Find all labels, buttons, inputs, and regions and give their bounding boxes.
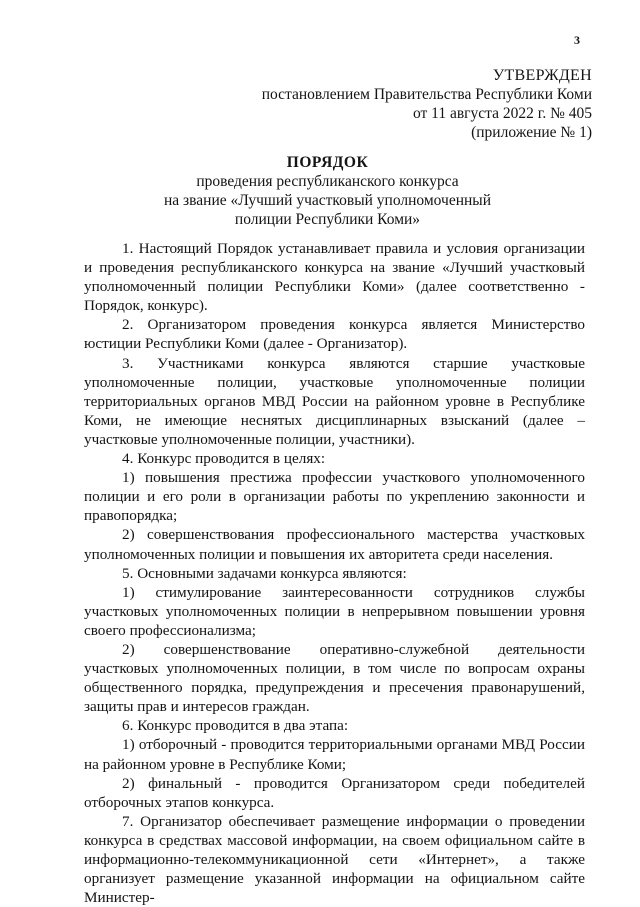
paragraph: 1. Настоящий Порядок устанавливает правила и условия организации и проведения республиканского конкурса на звание «Лучший участковый уполномоченный полиции Республики Коми» (далее соответственно - Порядок, конкурс).	[84, 240, 585, 315]
document-body	[84, 239, 585, 907]
paragraph: 1) повышения престижа профессии участкового уполномоченного полиции и его роли в организации работы по укреплению законности и правопорядка;	[84, 469, 585, 525]
paragraph: 1) отборочный - проводится территориальными органами МВД России на районном уровне в Республике Коми;	[84, 736, 585, 773]
approval-heading: УТВЕРЖДЕН	[492, 67, 592, 84]
paragraph: 4. Конкурс проводится в целях:	[122, 450, 326, 468]
title-line: полиции Республики Коми»	[234, 211, 421, 228]
page-number: 3	[574, 33, 580, 47]
paragraph: 6. Конкурс проводится в два этапа:	[122, 717, 349, 735]
paragraph: 2) совершенствование оперативно-служебной деятельности участковых уполномоченных полиции, в том числе по вопросам охраны общественного порядка, предупреждения и пресечения правонарушений, защиты прав и интересов граждан.	[84, 640, 585, 716]
paragraph: 1) стимулирование заинтересованности сотрудников службы участковых уполномоченных полиции в непрерывном повышении уровня своего профессионализма;	[84, 583, 585, 639]
paragraph: 2) совершенствования профессионального мастерства участковых уполномоченных полиции и повышения их авторитета среди населения.	[84, 526, 585, 563]
paragraph: 2) финальный - проводится Организатором среди победителей отборочных этапов конкурса.	[84, 774, 585, 811]
approval-line: (приложение № 1)	[471, 124, 592, 141]
title-main: ПОРЯДОК	[286, 154, 369, 171]
paragraph: 7. Организатор обеспечивает размещение информации о проведении конкурса в средствах массовой информации, на своем официальном сайте в информационно-телекоммуникационной сети «Интернет», а также организует размещение указанной информации на официальном сайте Министер-	[84, 812, 585, 907]
approval-line: от 11 августа 2022 г. № 405	[412, 105, 592, 122]
approval-block	[172, 66, 592, 142]
document-title	[60, 153, 595, 229]
approval-line: постановлением Правительства Республики Коми	[261, 86, 592, 103]
paragraph: 2. Организатором проведения конкурса является Министерство юстиции Республики Коми (далее - Организатор).	[84, 316, 585, 353]
paragraph: 3. Участниками конкурса являются старшие участковые уполномоченные полиции, участковые уполномоченные полиции территориальных органов МВД России на районном уровне в Республике Коми, не имеющие неснятых дисциплинарных взысканий (далее – участковые уполномоченные полиции, участники).	[84, 354, 585, 448]
title-line: проведения республиканского конкурса	[196, 173, 459, 190]
paragraph: 5. Основными задачами конкурса являются:	[122, 564, 407, 582]
title-line: на звание «Лучший участковый уполномоченный	[163, 192, 491, 209]
